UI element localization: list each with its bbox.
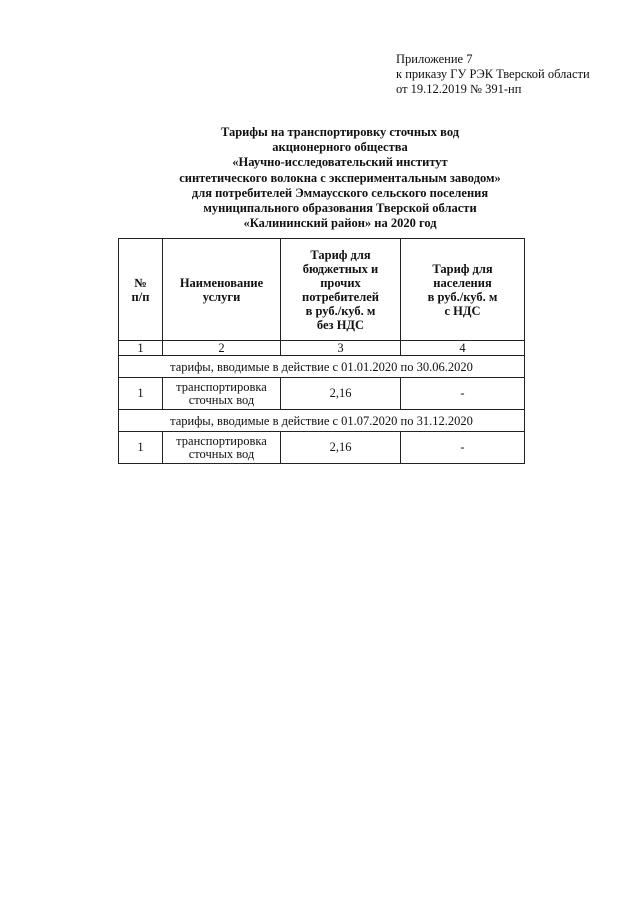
tariff-budget-value: 2,16 — [281, 432, 401, 464]
title-line-1: Тарифы на транспортировку сточных вод — [220, 125, 460, 139]
table-row — [119, 432, 525, 464]
appendix-reference — [396, 52, 632, 97]
appendix-line-3: от 19.12.2019 № 391-нп — [396, 82, 522, 96]
column-numbers-row — [119, 341, 525, 356]
document-title — [150, 125, 530, 231]
row-number: 1 — [119, 378, 163, 410]
title-line-2: акционерного общества — [272, 140, 408, 155]
tariff-budget-value: 2,16 — [281, 378, 401, 410]
table-row — [119, 378, 525, 410]
tariff-population-value: - — [401, 432, 525, 464]
appendix-line-2: к приказу ГУ РЭК Тверской области — [396, 67, 590, 81]
column-number: 4 — [401, 341, 525, 356]
header-tariff-budget: Тариф для бюджетных и прочих потребителей в руб./куб. м без НДС — [281, 239, 401, 341]
service-name: транспортировка сточных вод — [163, 378, 281, 410]
title-line-6: муниципального образования Тверской области — [203, 201, 477, 216]
header-number: № п/п — [119, 239, 163, 341]
period-row-1 — [119, 356, 525, 378]
table-header-row — [119, 239, 525, 341]
column-number: 3 — [281, 341, 401, 356]
title-line-4: синтетического волокна с экспериментальным заводом» — [179, 170, 501, 185]
column-number: 2 — [163, 341, 281, 356]
row-number: 1 — [119, 432, 163, 464]
title-line-7: «Калининский район» на 2020 год — [243, 216, 437, 231]
tariffs-table — [118, 238, 525, 464]
period-label: тарифы, вводимые в действие с 01.07.2020 по 31.12.2020 — [119, 410, 525, 432]
header-service-name: Наименование услуги — [163, 239, 281, 341]
header-tariff-population: Тариф для населения в руб./куб. м с НДС — [401, 239, 525, 341]
period-label: тарифы, вводимые в действие с 01.01.2020 по 30.06.2020 — [119, 356, 525, 378]
tariff-population-value: - — [401, 378, 525, 410]
title-line-5: для потребителей Эммаусского сельского поселения — [191, 185, 489, 200]
column-number: 1 — [119, 341, 163, 356]
service-name: транспортировка сточных вод — [163, 432, 281, 464]
period-row-2 — [119, 410, 525, 432]
title-line-3: «Научно-исследовательский институт — [232, 155, 448, 170]
appendix-line-1: Приложение 7 — [396, 52, 473, 66]
